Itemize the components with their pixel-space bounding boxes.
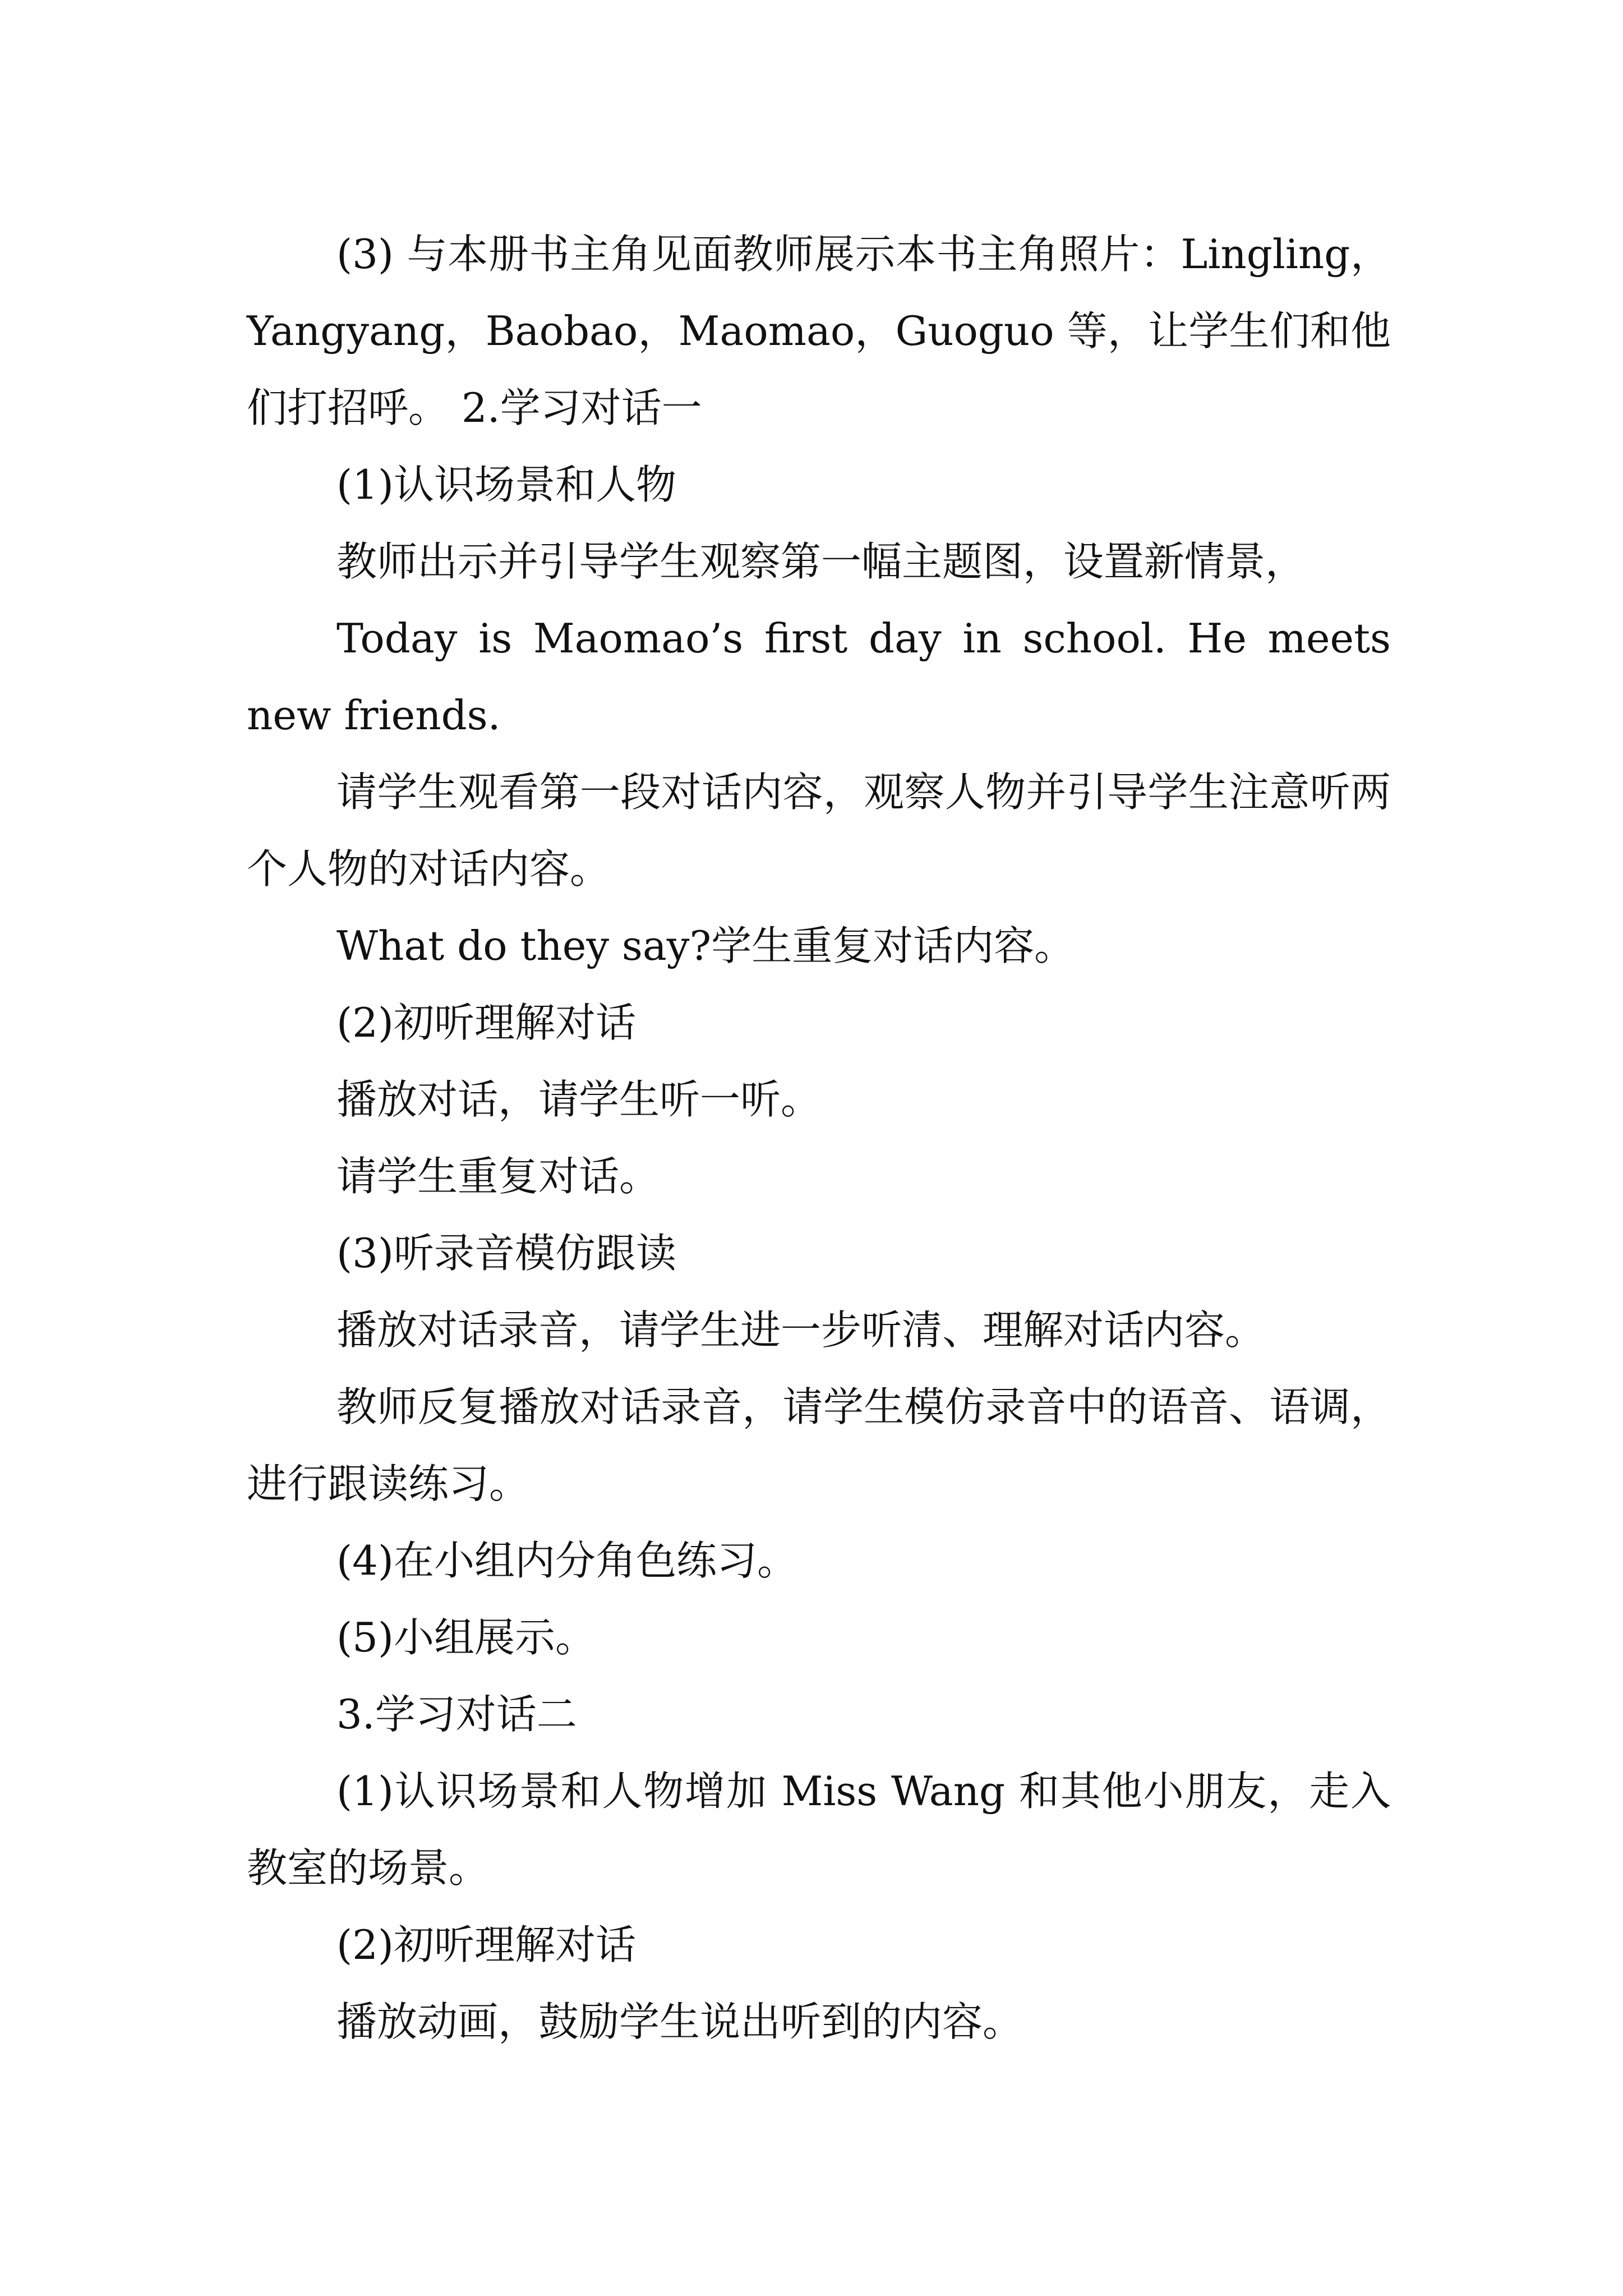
paragraph-teacher-shows-picture: 教师出示并引导学生观察第一幅主题图，设置新情景，	[336, 538, 1306, 585]
paragraph-step-4-role-play: (4)在小组内分角色练习。	[336, 1537, 797, 1584]
paragraph-watch-dialogue: 请学生观看第一段对话内容，观察人物并引导学生注意听两个人物的对话内容。	[247, 769, 1391, 892]
paragraph-repeat-dialogue: 请学生重复对话。	[336, 1153, 660, 1200]
paragraph-scene-miss-wang: (1)认识场景和人物增加 Miss Wang 和其他小朋友，走入教室的场景。	[247, 1768, 1391, 1892]
paragraph-play-dialogue: 播放对话，请学生听一听。	[336, 1076, 822, 1123]
paragraph-step-2-first-listen: (2)初听理解对话	[336, 999, 636, 1046]
paragraph-learn-dialogue-2: 3.学习对话二	[336, 1691, 577, 1738]
paragraph-play-animation: 播放动画，鼓励学生说出听到的内容。	[336, 1998, 1023, 2045]
paragraph-step-1-scene: (1)认识场景和人物	[336, 461, 676, 508]
paragraph-play-recording: 播放对话录音，请学生进一步听清、理解对话内容。	[336, 1306, 1266, 1354]
paragraph-what-do-they-say: What do they say?学生重复对话内容。	[336, 922, 1075, 969]
paragraph-step-2-first-listen-again: (2)初听理解对话	[336, 1921, 636, 1968]
paragraph-today-is-maomao: Today is Maomao’s first day in school. He meets new friends.	[247, 615, 1391, 739]
paragraph-meet-main-characters: (3) 与本册书主角见面教师展示本书主角照片：Lingling，Yangyang，Baobao，Maomao，Guoguo 等，让学生们和他们打招呼。 2.学习对话一	[247, 231, 1391, 431]
document-body	[247, 216, 1391, 2060]
paragraph-step-5-group-show: (5)小组展示。	[336, 1614, 596, 1661]
paragraph-step-3-imitate: (3)听录音模仿跟读	[336, 1230, 676, 1277]
paragraph-repeat-recording: 教师反复播放对话录音，请学生模仿录音中的语音、语调，进行跟读练习。	[247, 1383, 1391, 1507]
